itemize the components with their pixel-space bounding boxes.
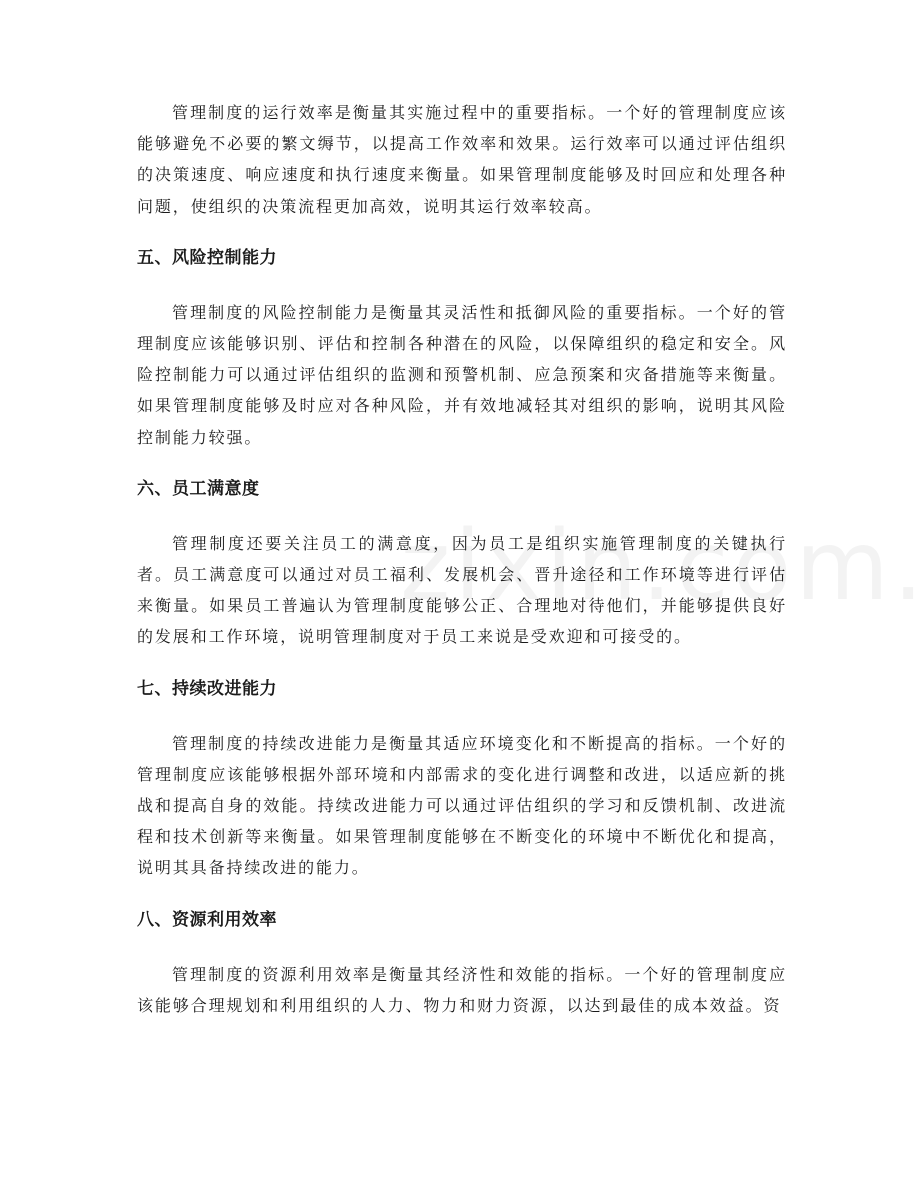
paragraph-continuous-improvement: 管理制度的持续改进能力是衡量其适应环境变化和不断提高的指标。一个好的管理制度应该能够根据外部环境和内部需求的变化进行调整和改进，以适应新的挑战和提高自身的效能。持续改进能力可以通过评估组织的学习和反馈机制、改进流程和技术创新等来衡量。如果管理制度能够在不断变化的环境中不断优化和提高，说明其具备持续改进的能力。: [137, 733, 787, 878]
heading-continuous-improvement: 七、持续改进能力: [137, 678, 277, 699]
paragraph-resource-efficiency: 管理制度的资源利用效率是衡量其经济性和效能的指标。一个好的管理制度应该能够合理规划和利用组织的人力、物力和财力资源，以达到最佳的成本效益。资: [137, 964, 787, 1015]
paragraph-employee-satisfaction: 管理制度还要关注员工的满意度，因为员工是组织实施管理制度的关键执行者。员工满意度可以通过对员工福利、发展机会、晋升途径和工作环境等进行评估来衡量。如果员工普遍认为管理制度能够公正、合理地对待他们，并能够提供良好的发展和工作环境，说明管理制度对于员工来说是受欢迎和可接受的。: [137, 533, 787, 647]
paragraph-risk-control: 管理制度的风险控制能力是衡量其灵活性和抵御风险的重要指标。一个好的管理制度应该能够识别、评估和控制各种潜在的风险，以保障组织的稳定和安全。风险控制能力可以通过评估组织的监测和预警机制、应急预案和灾备措施等来衡量。如果管理制度能够及时应对各种风险，并有效地减轻其对组织的影响，说明其风险控制能力较强。: [137, 302, 787, 447]
document-body: [137, 97, 787, 1021]
paragraph-operating-efficiency: 管理制度的运行效率是衡量其实施过程中的重要指标。一个好的管理制度应该能够避免不必要的繁文缛节，以提高工作效率和效果。运行效率可以通过评估组织的决策速度、响应速度和执行速度来衡量。如果管理制度能够及时回应和处理各种问题，使组织的决策流程更加高效，说明其运行效率较高。: [137, 103, 787, 216]
heading-employee-satisfaction: 六、员工满意度: [137, 478, 260, 499]
heading-resource-efficiency: 八、资源利用效率: [137, 909, 277, 930]
heading-risk-control: 五、风险控制能力: [137, 247, 277, 268]
